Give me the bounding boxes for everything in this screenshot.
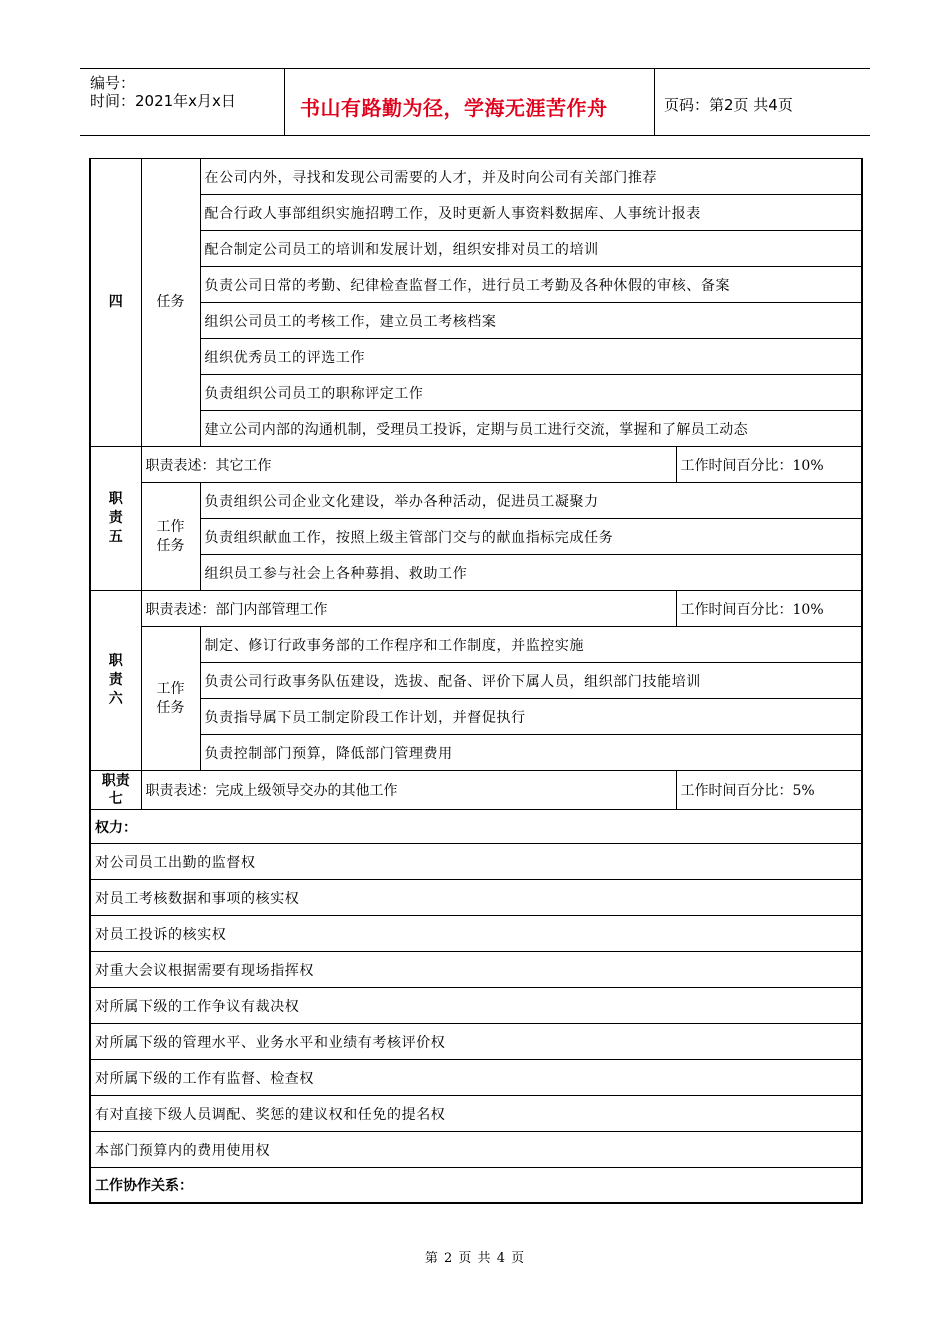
- duty4-task: 组织公司员工的考核工作，建立员工考核档案: [200, 303, 862, 339]
- duty4-task-row: [90, 195, 862, 231]
- duty5-task-label: 工作 任务: [141, 483, 200, 591]
- duty4-task: 配合制定公司员工的培训和发展计划，组织安排对员工的培训: [200, 231, 862, 267]
- power-item: 对员工投诉的核实权: [90, 916, 862, 952]
- power-row: [90, 844, 862, 880]
- duty4-task: 配合行政人事部组织实施招聘工作，及时更新人事资料数据库、人事统计报表: [200, 195, 862, 231]
- duty5-percent: 工作时间百分比：10%: [676, 447, 862, 483]
- power-item: 对重大会议根据需要有现场指挥权: [90, 952, 862, 988]
- duty7-description-row: [90, 771, 862, 810]
- doc-date-label: 时间：2021年x月x日: [90, 92, 236, 110]
- duty6-task-row: [90, 735, 862, 771]
- cooperation-title-row: [90, 1168, 862, 1204]
- duty4-task: 负责公司日常的考勤、纪律检查监督工作，进行员工考勤及各种休假的审核、备案: [200, 267, 862, 303]
- doc-number-label: 编号：: [90, 74, 136, 92]
- power-row: [90, 880, 862, 916]
- duty6-task: 制定、修订行政事务部的工作程序和工作制度，并监控实施: [200, 627, 862, 663]
- duty5-task: 组织员工参与社会上各种募捐、救助工作: [200, 555, 862, 591]
- cooperation-title: 工作协作关系：: [90, 1168, 862, 1204]
- power-item: 有对直接下级人员调配、奖惩的建议权和任免的提名权: [90, 1096, 862, 1132]
- duty5-task-row: [90, 483, 862, 519]
- duty5-number: 职 责 五: [90, 447, 141, 591]
- header-top-rule: [80, 68, 870, 69]
- powers-title-row: [90, 810, 862, 844]
- duty5-task-row: [90, 519, 862, 555]
- power-item: 对公司员工出勤的监督权: [90, 844, 862, 880]
- duty6-description-row: [90, 591, 862, 627]
- duty5-description: 职责表述：其它工作: [141, 447, 676, 483]
- header-motto: 书山有路勤为径，学海无涯苦作舟: [300, 96, 608, 120]
- power-row: [90, 1096, 862, 1132]
- duty4-task: 在公司内外，寻找和发现公司需要的人才，并及时向公司有关部门推荐: [200, 159, 862, 195]
- duty7-percent: 工作时间百分比：5%: [676, 771, 862, 810]
- duty4-task-label: 任务: [141, 159, 200, 447]
- duty6-task-row: [90, 699, 862, 735]
- duty6-description: 职责表述：部门内部管理工作: [141, 591, 676, 627]
- duty6-task: 负责公司行政事务队伍建设，选拔、配备、评价下属人员，组织部门技能培训: [200, 663, 862, 699]
- duty6-task-label: 工作 任务: [141, 627, 200, 771]
- power-row: [90, 1024, 862, 1060]
- duty4-task-row: [90, 267, 862, 303]
- power-item: 对所属下级的工作争议有裁决权: [90, 988, 862, 1024]
- duty4-number: 四: [90, 159, 141, 447]
- duty4-task: 建立公司内部的沟通机制，受理员工投诉，定期与员工进行交流，掌握和了解员工动态: [200, 411, 862, 447]
- power-row: [90, 952, 862, 988]
- duty4-task-row: [90, 159, 862, 195]
- page-footer: 第 2 页 共 4 页: [424, 1251, 526, 1266]
- duty5-task: 负责组织献血工作，按照上级主管部门交与的献血指标完成任务: [200, 519, 862, 555]
- duty6-task: 负责控制部门预算，降低部门管理费用: [200, 735, 862, 771]
- power-item: 对所属下级的管理水平、业务水平和业绩有考核评价权: [90, 1024, 862, 1060]
- duty6-percent: 工作时间百分比：10%: [676, 591, 862, 627]
- duty7-description: 职责表述：完成上级领导交办的其他工作: [141, 771, 676, 810]
- duty4-task: 组织优秀员工的评选工作: [200, 339, 862, 375]
- duty4-task-row: [90, 411, 862, 447]
- power-item: 本部门预算内的费用使用权: [90, 1132, 862, 1168]
- duty4-task-row: [90, 303, 862, 339]
- duty6-number: 职 责 六: [90, 591, 141, 771]
- power-item: 对员工考核数据和事项的核实权: [90, 880, 862, 916]
- header-bottom-rule: [80, 135, 870, 136]
- power-row: [90, 1060, 862, 1096]
- duty6-task: 负责指导属下员工制定阶段工作计划，并督促执行: [200, 699, 862, 735]
- job-description-table: [89, 158, 863, 1204]
- power-row: [90, 988, 862, 1024]
- duty5-task: 负责组织公司企业文化建设，举办各种活动，促进员工凝聚力: [200, 483, 862, 519]
- duty5-description-row: [90, 447, 862, 483]
- duty7-number: 职责 七: [90, 771, 141, 810]
- duty4-task-row: [90, 339, 862, 375]
- duty6-task-row: [90, 663, 862, 699]
- duty4-task-row: [90, 231, 862, 267]
- header-divider-right: [654, 68, 655, 136]
- page-indicator: 页码：第2页 共4页: [664, 96, 793, 114]
- duty4-task: 负责组织公司员工的职称评定工作: [200, 375, 862, 411]
- power-row: [90, 916, 862, 952]
- power-item: 对所属下级的工作有监督、检查权: [90, 1060, 862, 1096]
- header-divider-left: [284, 68, 285, 136]
- power-row: [90, 1132, 862, 1168]
- duty4-task-row: [90, 375, 862, 411]
- powers-title: 权力：: [90, 810, 862, 844]
- duty5-task-row: [90, 555, 862, 591]
- duty6-task-row: [90, 627, 862, 663]
